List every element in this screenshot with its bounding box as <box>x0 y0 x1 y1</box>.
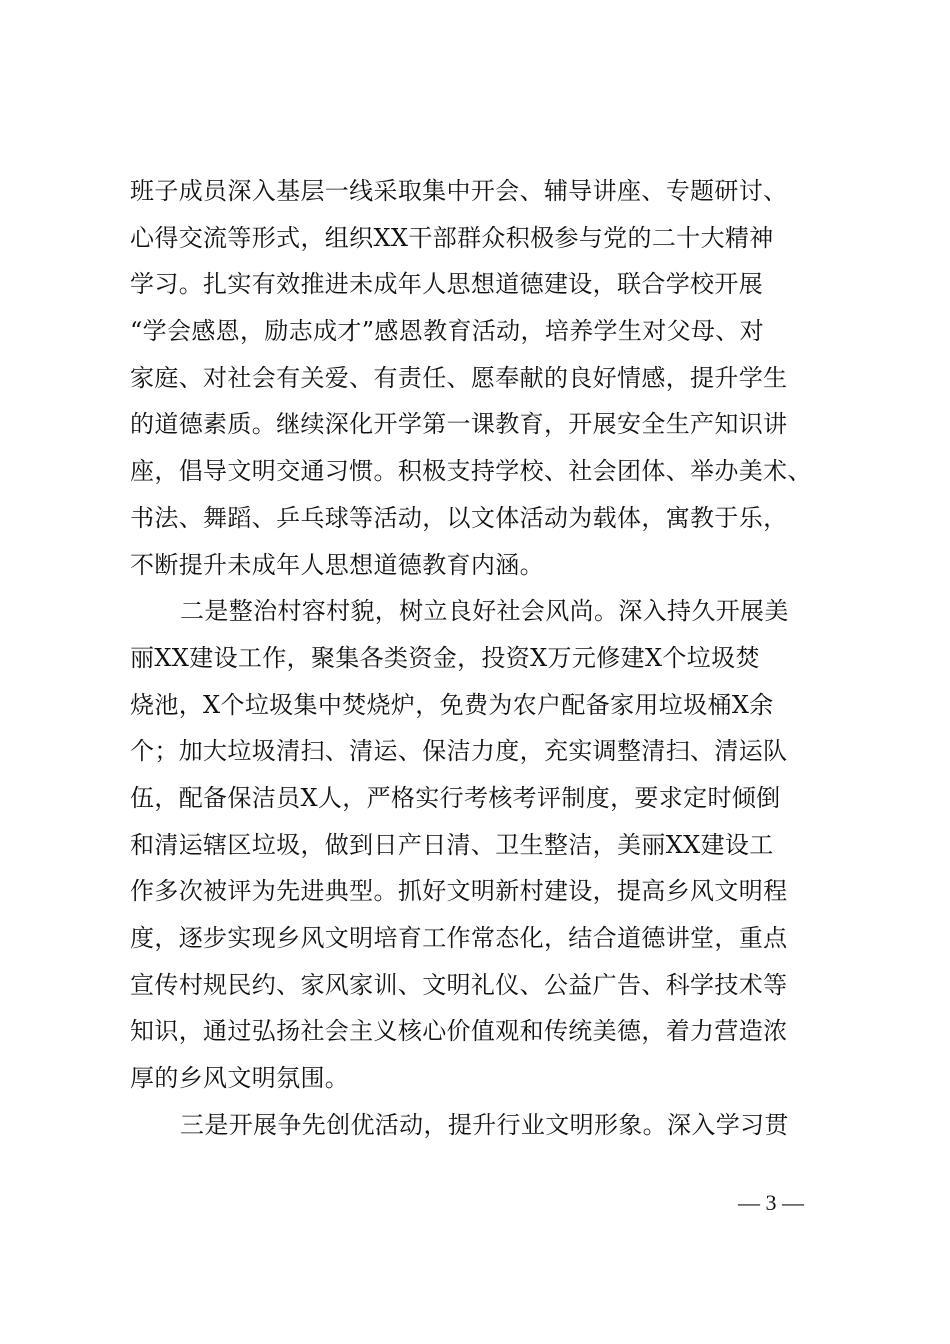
paragraph-2-heading-line: 二是整治村容村貌，树立良好社会风尚。深入持久开展美 <box>180 597 789 626</box>
text-line-3: 学习。扎实有效推进未成年人思想道德建设，联合学校开展 <box>130 270 764 299</box>
text-line-11: 丽XX建设工作，聚集各类资金，投资X万元修建X个垃圾焚 <box>130 643 760 672</box>
text-line-19: 知识，通过弘扬社会主义核心价值观和传统美德，着力营造浓 <box>130 1017 788 1046</box>
text-line-1: 班子成员深入基层一线采取集中开会、辅导讲座、专题研讨、 <box>130 177 788 205</box>
text-line-16: 作多次被评为先进典型。抓好文明新村建设，提高乡风文明程 <box>130 877 788 906</box>
text-line-14: 伍，配备保洁员X人，严格实行考核考评制度，要求定时倾倒 <box>130 783 781 812</box>
text-line-18: 宣传村规民约、家风家训、文明礼仪、公益广告、科学技术等 <box>130 970 788 999</box>
text-line-17: 度，逐步实现乡风文明培育工作常态化，结合道德讲堂，重点 <box>130 924 788 952</box>
text-line-9: 不断提升未成年人思想道德教育内涵。 <box>130 550 544 579</box>
text-line-15: 和清运辖区垃圾，做到日产日清、卫生整洁，美丽XX建设工 <box>130 830 774 859</box>
page-number: — 3 — <box>738 1190 804 1215</box>
text-line-5: 家庭、对社会有关爱、有责任、愿奉献的良好情感，提升学生 <box>130 363 788 392</box>
text-line-12: 烧池，X个垃圾集中焚烧炉，免费为农户配备家用垃圾桶X余 <box>130 690 774 719</box>
body-text <box>130 168 850 1148</box>
text-line-13: 个；加大垃圾清扫、清运、保洁力度，充实调整清扫、清运队 <box>130 737 788 766</box>
paragraph-3-heading-line: 三是开展争先创优活动，提升行业文明形象。深入学习贯 <box>180 1110 789 1139</box>
text-line-2: 心得交流等形式，组织XX干部群众积极参与党的二十大精神 <box>130 223 774 252</box>
text-line-4: “学会感恩，励志成才”感恩教育活动，培养学生对父母、对 <box>130 317 764 346</box>
text-line-6: 的道德素质。继续深化开学第一课教育，开展安全生产知识讲 <box>130 410 788 439</box>
text-line-7: 座，倡导文明交通习惯。积极支持学校、社会团体、举办美术、 <box>130 457 812 486</box>
text-line-8: 书法、舞蹈、乒乓球等活动，以文体活动为载体，寓教于乐， <box>130 503 788 532</box>
text-line-20: 厚的乡风文明氛围。 <box>130 1064 350 1093</box>
